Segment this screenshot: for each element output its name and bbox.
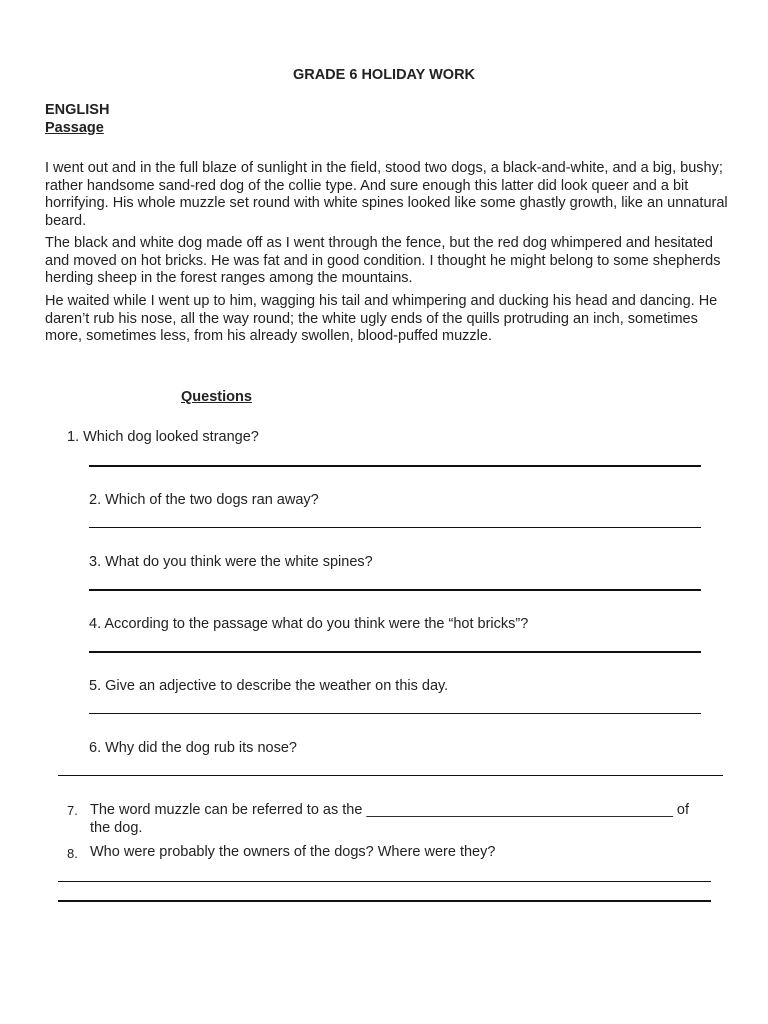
question-2: 2. Which of the two dogs ran away? — [89, 492, 319, 508]
passage-heading: Passage — [45, 120, 104, 136]
question-4: 4. According to the passage what do you think were the “hot bricks”? — [89, 616, 529, 632]
questions-heading: Questions — [181, 389, 252, 405]
passage-paragraph-3: He waited while I went up to him, wagging his tail and whimpering and ducking his head and dancing. He daren’t rub his nose, all the way round; the white ugly ends of the quills protruding an inch, sometimes more, sometimes less, from his already swollen, blood-puffed muzzle. — [45, 293, 718, 345]
subject-heading: ENGLISH — [45, 102, 110, 118]
question-8: Who were probably the owners of the dogs? Where were they? — [90, 844, 496, 860]
question-8-number: 8. — [67, 846, 78, 861]
answer-line-4 — [89, 651, 701, 653]
answer-line-5 — [89, 713, 701, 714]
question-1: 1. Which dog looked strange? — [67, 429, 259, 445]
passage-paragraph-1: I went out and in the full blaze of sunlight in the field, stood two dogs, a black-and-white, and a big, bushy; rather handsome sand-red dog of the collie type. And sure enough this latter did look queer and a bit horrifying. His whole muzzle set round with white spines looked like some ghastly growth, like an unnatural beard. — [45, 160, 728, 230]
question-7-line-1: The word muzzle can be referred to as the ______________________________________ of — [90, 802, 690, 818]
passage-paragraph-2: The black and white dog made off as I went through the fence, but the red dog whimpered and hesitated and moved on hot bricks. He was fat and in good condition. I thought he might belong to some shepherds herding sheep in the forest ranges among the mountains. — [45, 235, 721, 287]
question-7-line-2: the dog. — [90, 820, 143, 836]
answer-line-8b — [58, 900, 711, 902]
question-7-number: 7. — [67, 803, 78, 818]
answer-line-3 — [89, 589, 701, 591]
answer-line-1 — [89, 465, 701, 467]
answer-line-8a — [58, 881, 711, 882]
question-5: 5. Give an adjective to describe the weather on this day. — [89, 678, 449, 694]
document-title: GRADE 6 HOLIDAY WORK — [292, 67, 476, 83]
question-3: 3. What do you think were the white spines? — [89, 554, 373, 570]
answer-line-6 — [58, 775, 723, 776]
answer-line-2 — [89, 527, 701, 528]
question-6: 6. Why did the dog rub its nose? — [89, 740, 297, 756]
